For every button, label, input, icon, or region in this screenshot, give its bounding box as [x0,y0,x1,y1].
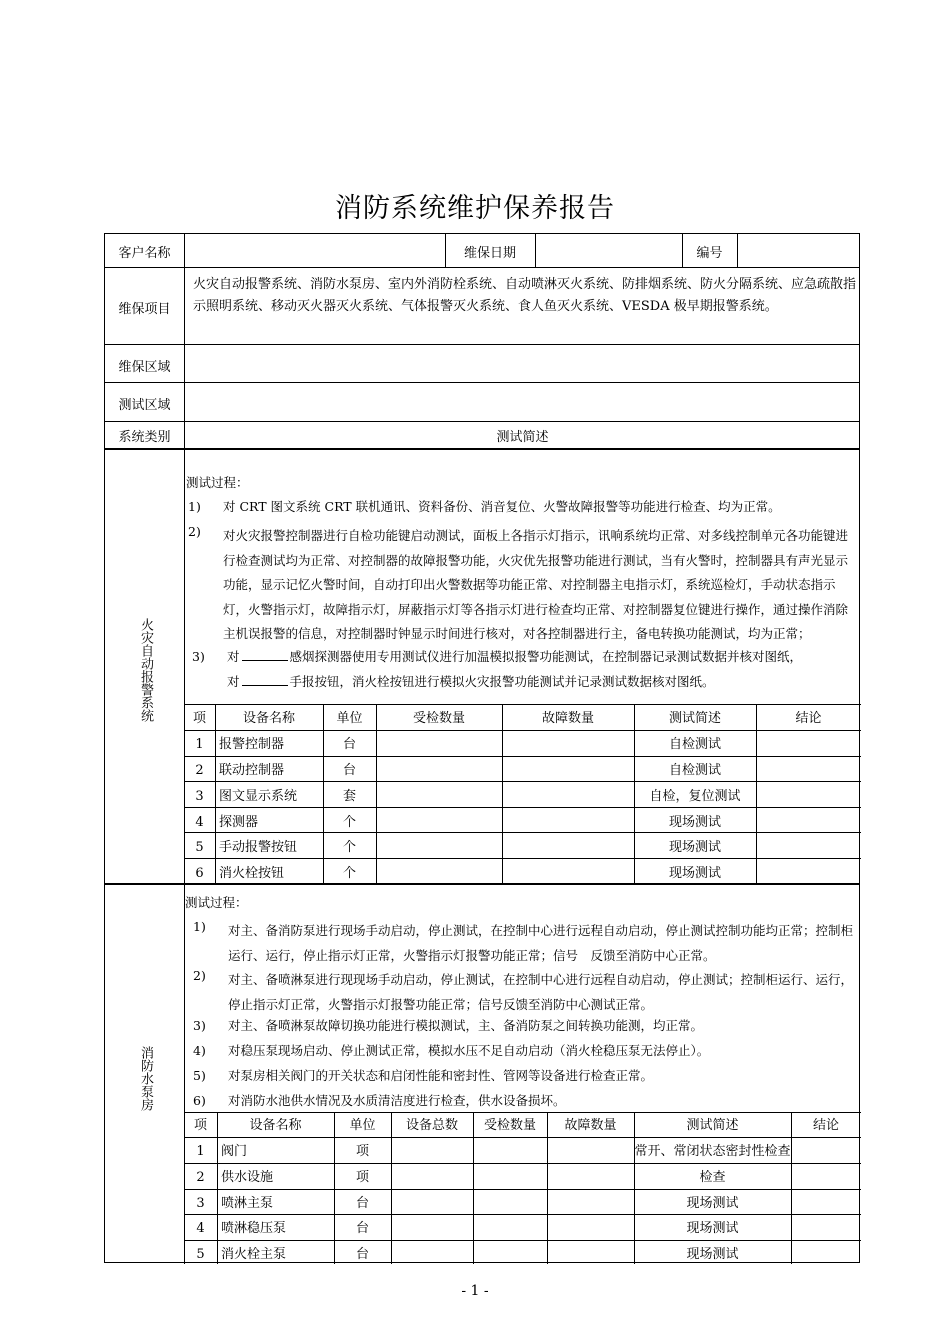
pump-room-section-label: 消防水泵房 [138,1046,153,1111]
cell-name: 联动控制器 [219,763,285,778]
cell-no: 3 [196,1196,205,1211]
col-divider [737,234,738,267]
number-label: 编号 [696,246,723,261]
fire-alarm-section-label: 火灾自动报警系统 [138,618,153,722]
cell-unit: 个 [342,815,356,830]
th-result: 结论 [795,711,822,726]
fire-alarm-step-3 [227,649,802,665]
cell-unit: 个 [342,840,356,855]
cell-desc: 自检测试 [668,763,721,778]
pump-room-step-3: 对主、备喷淋泵故障切换功能进行模拟测试，主、备消防泵之间转换功能测，均正常。 [228,1018,704,1033]
cell-unit: 项 [355,1170,369,1185]
table-col [391,1112,392,1264]
cell-unit: 项 [355,1144,369,1159]
table-col [756,704,757,883]
test-summary-label: 测试简述 [496,430,549,445]
cell-desc: 现场测试 [686,1196,739,1211]
pump-room-step-1: 对主、备消防泵进行现场手动启动，停止测试，在控制中心进行远程自动启动，停止测试控制功能均正常；控制柜运行、运行，停止指示灯正常，火警指示灯报警功能正常；信号 反馈至消防中心正常。 [228,923,854,963]
table-line [184,756,861,757]
table-col [473,1112,474,1264]
cell-desc: 常开、常闭状态密封性检查 [634,1144,791,1159]
table-line [184,1137,861,1138]
table-col [791,1112,792,1264]
row-divider [105,421,859,422]
fire-alarm-step-4 [227,674,715,690]
cell-unit: 台 [342,763,356,778]
cell-name: 报警控制器 [219,737,285,752]
table-col [376,704,377,883]
cell-unit: 台 [355,1247,369,1262]
step-number: 1) [188,499,201,514]
step-number: 2) [188,524,201,539]
page-number: - 1 - [461,1283,489,1299]
cell-desc: 自检测试 [668,737,721,752]
cell-no: 5 [195,840,204,855]
cell-no: 4 [196,1221,205,1236]
cell-no: 6 [195,866,204,881]
step-number: 2) [193,968,206,983]
pump-room-step-2: 对主、备喷淋泵进行现现场手动启动，停止测试，在控制中心进行远程自动启动，停止测试；控制柜运行、运行，停止指示灯正常，火警指示灯报警功能正常；信号反馈至消防中心测试正常。 [228,972,854,1012]
step-3-suffix: 感烟探测器使用专用测试仪进行加温模拟报警功能测试，在控制器记录测试数据并核对图纸， [289,649,803,664]
th-name: 设备名称 [249,1118,302,1133]
step-number: 5) [193,1068,206,1083]
cell-no: 3 [195,789,204,804]
table-line [184,832,861,833]
customer-label: 客户名称 [118,246,171,261]
table-line [184,858,861,859]
pump-room-step-4: 对稳压泵现场启动、停止测试正常，模拟水压不足自动启动（消火栓稳压泵无法停止）。 [228,1043,710,1058]
table-line [184,1240,861,1241]
step-number: 4) [193,1043,206,1058]
date-label: 维保日期 [463,246,516,261]
table-col [215,704,216,883]
th-faults: 故障数量 [541,711,594,726]
table-line [184,1189,861,1190]
cell-no: 1 [196,1144,205,1159]
th-total: 设备总数 [405,1118,458,1133]
step-number: 3) [193,1018,206,1033]
row-divider [105,267,859,268]
row-divider [105,344,859,345]
report-title: 消防系统维护保养报告 [335,193,615,224]
col-divider [535,234,536,267]
cell-no: 5 [196,1247,205,1262]
table-line [184,1214,861,1215]
table-line [184,1112,861,1113]
cell-unit: 台 [355,1196,369,1211]
cell-desc: 现场测试 [668,840,721,855]
pump-room-step-6: 对消防水池供水情况及水质清洁度进行检查，供水设备损坏。 [228,1093,566,1108]
pump-room-step-5: 对泵房相关阀门的开关状态和启闭性能和密封性、管网等设备进行检查正常。 [228,1068,654,1083]
step-4-prefix: 对 [227,674,240,689]
table-line [184,730,861,731]
table-line [184,781,861,782]
table-line [184,704,861,705]
fire-alarm-process-title: 测试过程： [186,475,249,490]
blank-line[interactable] [242,677,288,686]
blank-line[interactable] [242,652,288,661]
cell-name: 喷淋稳压泵 [221,1221,287,1236]
cell-name: 探测器 [219,815,259,830]
system-type-label: 系统类别 [118,430,171,445]
th-name: 设备名称 [242,711,295,726]
cell-name: 阀门 [221,1144,248,1159]
table-col [634,1112,635,1264]
step-3-prefix: 对 [227,649,240,664]
cell-no: 1 [195,737,204,752]
cell-name: 图文显示系统 [219,789,298,804]
table-line [184,1163,861,1164]
cell-unit: 台 [342,737,356,752]
table-col [334,1112,335,1264]
table-line [184,807,861,808]
cell-desc: 现场测试 [686,1247,739,1262]
cell-no: 4 [195,815,204,830]
fire-alarm-step-2: 对火灾报警控制器进行自检功能键启动测试，面板上各指示灯指示，讯响系统均正常、对多线控制单元各功能键进行检查测试均为正常、对控制器的故障报警功能，火灾优先报警功能进行测试，当有火警时，控制器具有声光显示功能，显示记忆火警时间，自动打印出火警数据等功能正常、对控制器主电指示灯，系统巡检灯，手动状态指示灯，火警指示灯，故障指示灯，屏蔽指示灯等各指示灯进行检查均正常、对控制器复位键进行操作，通过操作消除主机误报警的信息，对控制器时钟显示时间进行核对，对各控制器进行主，备电转换功能测试，均为正常； [223,528,849,641]
th-checked: 受检数量 [483,1118,536,1133]
th-unit: 单位 [336,711,363,726]
area-label: 维保区域 [118,360,171,375]
report-table [104,233,860,1263]
cell-name: 手动报警按钮 [219,840,298,855]
th-unit: 单位 [349,1118,376,1133]
items-label: 维保项目 [118,302,171,317]
row-divider [105,382,859,383]
cell-desc: 现场测试 [686,1221,739,1236]
cell-desc: 现场测试 [668,866,721,881]
th-no: 项 [193,1118,207,1133]
fire-alarm-step-1: 对 CRT 图文系统 CRT 联机通讯、资料备份、消音复位、火警故障报警等功能进行检查、均为正常。 [223,499,781,514]
step-number: 3) [192,649,205,664]
pump-room-process-title: 测试过程： [185,895,248,910]
cell-unit: 个 [342,866,356,881]
th-result: 结论 [812,1118,839,1133]
items-value: 火灾自动报警系统、消防水泵房、室内外消防栓系统、自动喷淋灭火系统、防排烟系统、防火分隔系统、应急疏散指示照明系统、移动灭火器灭火系统、气体报警灭火系统、食人鱼灭火系统、VESDA 极早期报警系统。 [193,277,857,314]
cell-no: 2 [196,1170,205,1185]
row-divider [105,448,859,450]
cell-unit: 套 [342,789,356,804]
cell-name: 供水设施 [221,1170,274,1185]
cell-desc: 自检，复位测试 [649,789,741,804]
cell-name: 消火栓主泵 [221,1247,287,1262]
cell-unit: 台 [355,1221,369,1236]
step-4-suffix: 手报按钮，消火栓按钮进行模拟火灾报警功能测试并记录测试数据核对图纸。 [289,674,715,689]
th-desc: 测试简述 [668,711,721,726]
step-number: 1) [193,919,206,934]
cell-name: 消火栓按钮 [219,866,285,881]
cell-no: 2 [195,763,204,778]
cell-desc: 检查 [699,1170,726,1185]
table-col [217,1112,218,1264]
th-faults: 故障数量 [564,1118,617,1133]
table-col [502,704,503,883]
cell-name: 喷淋主泵 [221,1196,274,1211]
section-divider [105,883,859,885]
th-no: 项 [192,711,206,726]
cell-desc: 现场测试 [668,815,721,830]
table-col [547,1112,548,1264]
th-desc: 测试简述 [686,1118,739,1133]
step-number: 6) [193,1093,206,1108]
th-checked: 受检数量 [412,711,465,726]
test-area-label: 测试区域 [118,398,171,413]
